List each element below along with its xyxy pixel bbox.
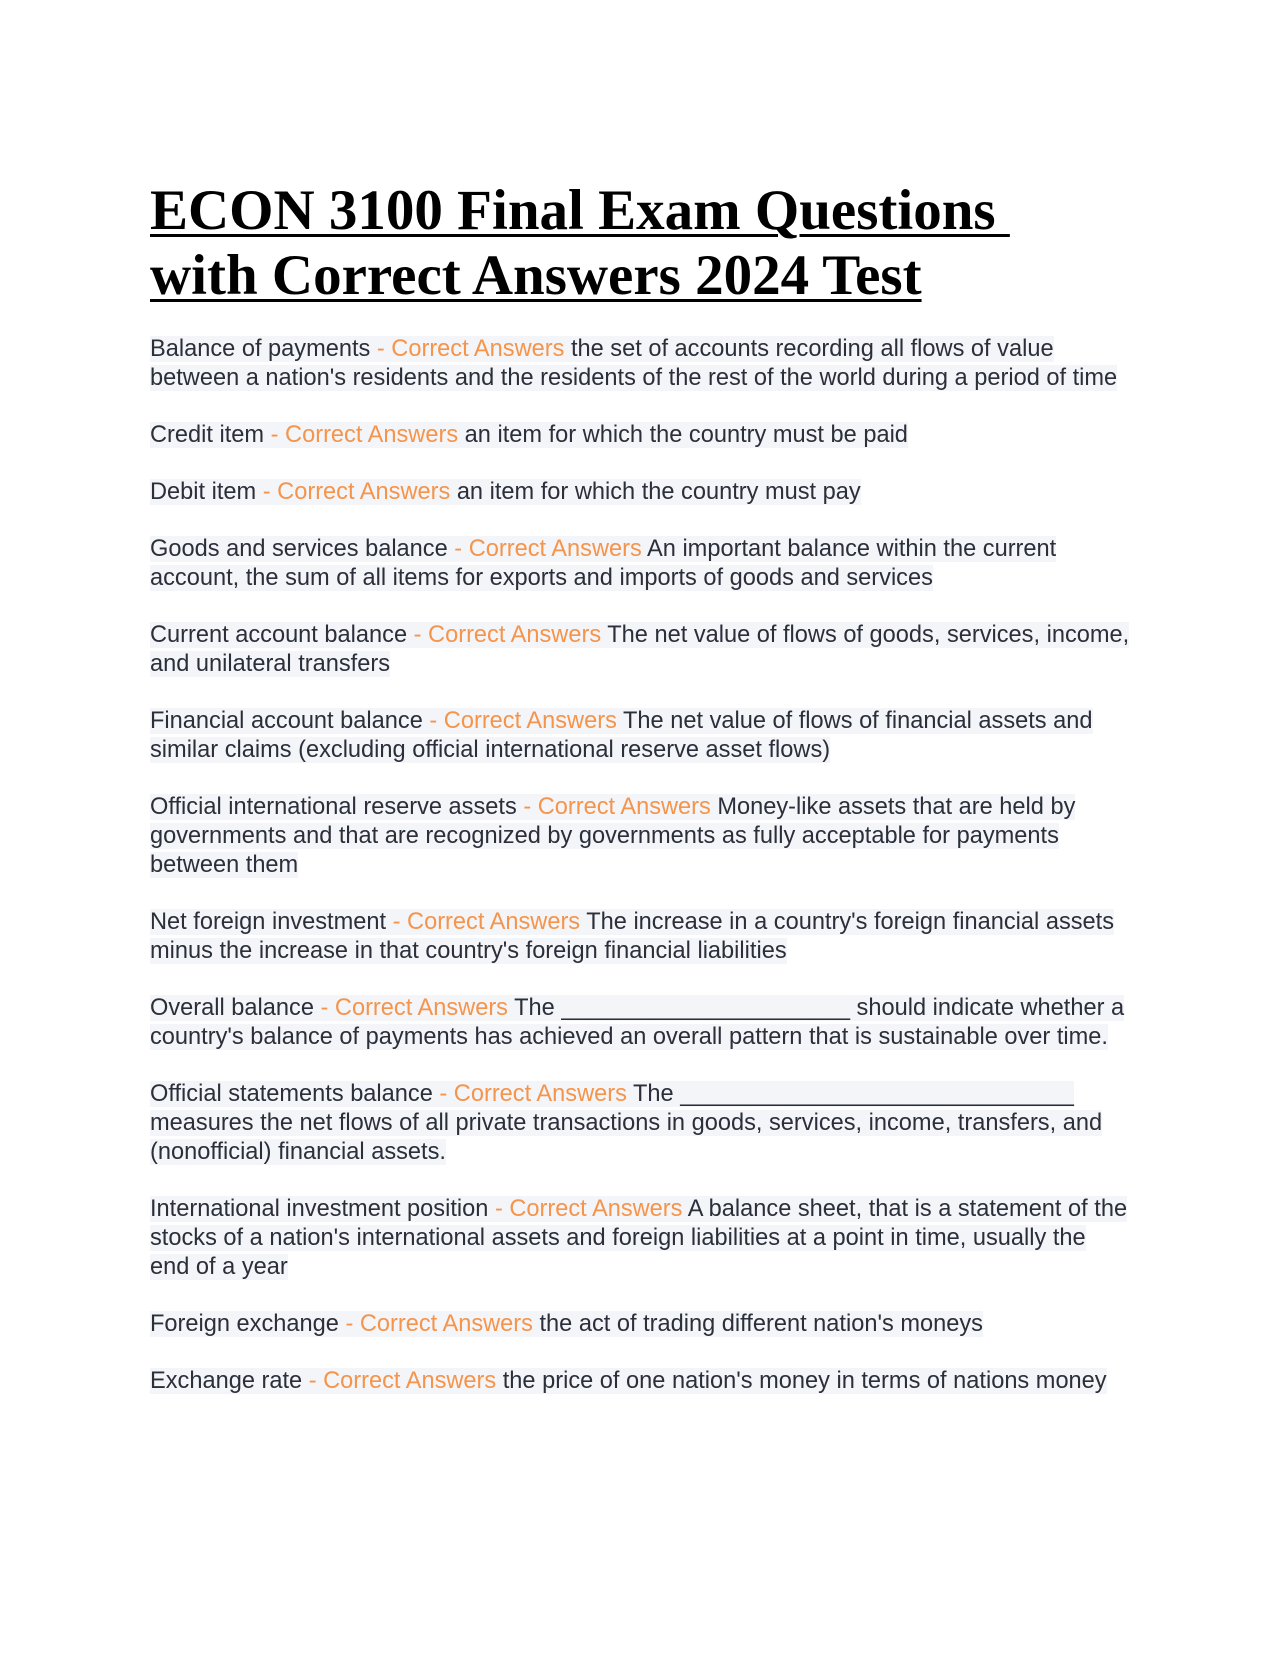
qa-definition: The net value of flows of goods, services, income, and unilateral transfers bbox=[150, 622, 1130, 677]
correct-answers-separator: - Correct Answers bbox=[313, 995, 515, 1021]
qa-term: Current account balance bbox=[150, 622, 408, 648]
qa-term: Financial account balance bbox=[150, 708, 423, 734]
correct-answers-separator: - Correct Answers bbox=[447, 536, 648, 562]
qa-term: Goods and services balance bbox=[150, 536, 448, 562]
qa-term: Overall balance bbox=[150, 995, 314, 1021]
correct-answers-separator: - Correct Answers bbox=[264, 422, 465, 448]
correct-answers-separator: - Correct Answers bbox=[516, 794, 718, 820]
document-page bbox=[150, 178, 1130, 1424]
qa-definition: The ______________________ should indicate whether a country's balance of payments has achieved an overall pattern that is sustainable over time. bbox=[150, 995, 1125, 1050]
correct-answers-separator: - Correct Answers bbox=[432, 1081, 634, 1107]
qa-term: Official statements balance bbox=[150, 1081, 433, 1107]
qa-definition: the price of one nation's money in terms of nations money bbox=[502, 1368, 1107, 1394]
qa-definition: The increase in a country's foreign financial assets minus the increase in that country's foreign financial liabilities bbox=[150, 909, 1115, 964]
page-title: ECON 3100 Final Exam Questions with Correct Answers 2024 Test bbox=[150, 179, 996, 307]
qa-definition: The ______________________________ measures the net flows of all private transactions in goods, services, income, transfers, and (nonofficial) financial assets. bbox=[150, 1081, 1103, 1165]
qa-entry bbox=[150, 908, 1130, 966]
correct-answers-separator: - Correct Answers bbox=[256, 479, 457, 505]
correct-answers-separator: - Correct Answers bbox=[338, 1311, 540, 1337]
qa-definition: an item for which the country must be paid bbox=[464, 422, 908, 448]
qa-definition: A balance sheet, that is a statement of the stocks of a nation's international assets and foreign liabilities at a point in time, usually the end of a year bbox=[150, 1196, 1128, 1280]
correct-answers-separator: - Correct Answers bbox=[407, 622, 608, 648]
qa-term: Debit item bbox=[150, 479, 257, 505]
qa-entry bbox=[150, 335, 1130, 393]
qa-definition: the act of trading different nation's moneys bbox=[539, 1311, 983, 1337]
qa-entry bbox=[150, 478, 1130, 507]
correct-answers-separator: - Correct Answers bbox=[370, 336, 571, 362]
qa-entry bbox=[150, 621, 1130, 679]
qa-entry bbox=[150, 793, 1130, 880]
qa-definition: an item for which the country must pay bbox=[456, 479, 861, 505]
qa-entry bbox=[150, 707, 1130, 765]
qa-entry bbox=[150, 1367, 1130, 1396]
correct-answers-separator: - Correct Answers bbox=[422, 708, 623, 734]
qa-definition: An important balance within the current account, the sum of all items for exports and imports of goods and services bbox=[150, 536, 1057, 591]
qa-term: Foreign exchange bbox=[150, 1311, 339, 1337]
qa-term: International investment position bbox=[150, 1196, 489, 1222]
qa-definition: the set of accounts recording all flows of value between a nation's residents and the residents of the rest of the world during a period of time bbox=[150, 336, 1118, 391]
qa-entry bbox=[150, 994, 1130, 1052]
qa-definition: Money-like assets that are held by governments and that are recognized by governments as fully acceptable for payments between them bbox=[150, 794, 1076, 878]
qa-entry bbox=[150, 1080, 1130, 1167]
qa-term: Credit item bbox=[150, 422, 265, 448]
qa-term: Official international reserve assets bbox=[150, 794, 517, 820]
correct-answers-separator: - Correct Answers bbox=[302, 1368, 503, 1394]
correct-answers-separator: - Correct Answers bbox=[386, 909, 587, 935]
qa-entry bbox=[150, 1195, 1130, 1282]
qa-entry bbox=[150, 1310, 1130, 1339]
qa-term: Balance of payments bbox=[150, 336, 371, 362]
qa-definition: The net value of flows of financial assets and similar claims (excluding official international reserve asset flows) bbox=[150, 708, 1093, 763]
qa-term: Net foreign investment bbox=[150, 909, 387, 935]
qa-entry bbox=[150, 535, 1130, 593]
correct-answers-separator: - Correct Answers bbox=[488, 1196, 688, 1222]
qa-entry bbox=[150, 421, 1130, 450]
qa-term: Exchange rate bbox=[150, 1368, 303, 1394]
